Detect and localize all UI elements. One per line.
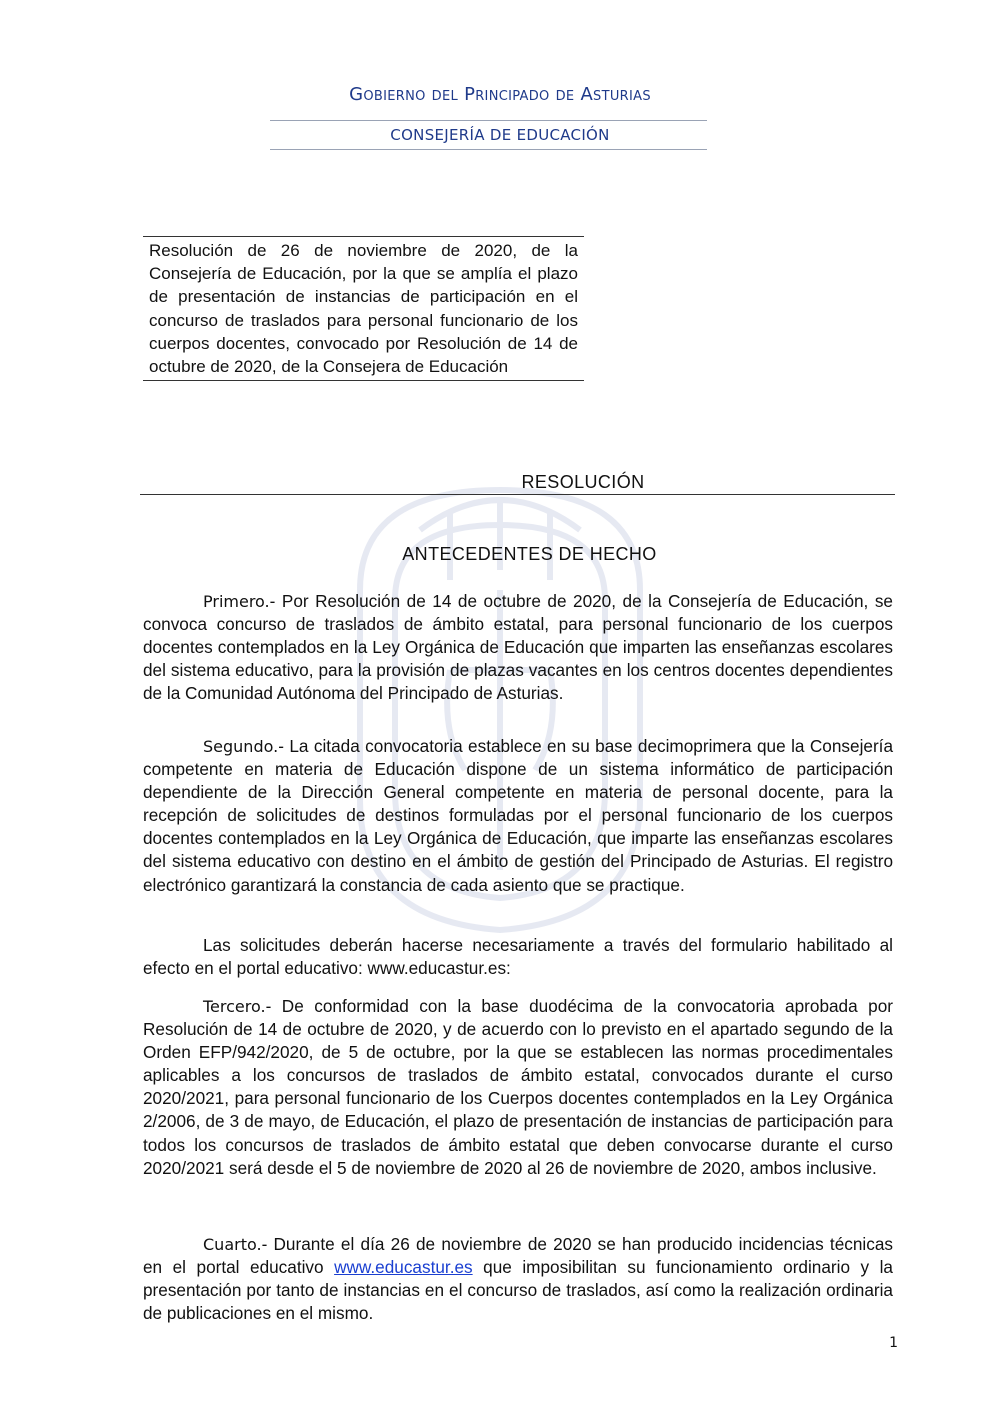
government-title: Gobierno del Principado de Asturias bbox=[349, 84, 651, 105]
paragraph-text: - La citada convocatoria establece en su base decimoprimera que la Consejería competente en materia de Educación dispone de un sistema informático de participación dependiente de la Dirección General competente en materia de personal docente, para la recepción de solicitudes de destinos formuladas por el personal funcionario de los cuerpos docentes contemplados en la Ley Orgánica de Educación, que imparte las enseñanzas escolares del sistema educativo con destino en el ámbito de gestión del Principado de Asturias. El registro electrónico garantizará la constancia de cada asiento que se practique. bbox=[143, 736, 893, 895]
resolution-heading bbox=[140, 472, 895, 495]
paragraph-primero bbox=[143, 590, 893, 705]
resolution-summary: Resolución de 26 de noviembre de 2020, de la Consejería de Educación, por la que se amplía el plazo de presentación de instancias de participación en el concurso de traslados para personal funcionario de los cuerpos docentes, convocado por Resolución de 14 de octubre de 2020, de la Consejera de Educación bbox=[143, 236, 584, 381]
paragraph-tercero bbox=[143, 995, 893, 1180]
paragraph-text: Las solicitudes deberán hacerse necesariamente a través del formulario habilitado al efecto en el portal educativo: www.educastur.es: bbox=[143, 935, 893, 979]
paragraph-lead: Cuarto. bbox=[203, 1235, 262, 1254]
section-heading bbox=[140, 544, 895, 565]
paragraph-cuarto bbox=[143, 1233, 893, 1325]
department-title: CONSEJERÍA DE EDUCACIÓN bbox=[390, 126, 610, 144]
paragraph-lead: Primero. bbox=[203, 592, 270, 611]
header-divider-bottom bbox=[270, 149, 707, 150]
page-number: 1 bbox=[889, 1335, 898, 1351]
paragraph-solicitudes bbox=[143, 934, 893, 980]
paragraph-text: - Durante el día 26 de noviembre de 2020 se han producido incidencias técnicas en el portal educativo bbox=[143, 1234, 893, 1278]
paragraph-segundo bbox=[143, 735, 893, 897]
educastur-link[interactable]: www.educastur.es bbox=[334, 1257, 473, 1278]
paragraph-text: que imposibilitan su funcionamiento ordinario y la presentación por tanto de instancias en el concurso de traslados, así como la realización ordinaria de publicaciones en el mismo. bbox=[143, 1257, 893, 1324]
resolution-heading-text: RESOLUCIÓN bbox=[521, 472, 645, 492]
paragraph-text: - Por Resolución de 14 de octubre de 2020, de la Consejería de Educación, se convoca concurso de traslados de ámbito estatal, para personal funcionario de los cuerpos docentes contemplados en la Ley Orgánica de Educación que imparten las enseñanzas escolares del sistema educativo, para la provisión de plazas vacantes en los centros docentes dependientes de la Comunidad Autónoma del Principado de Asturias. bbox=[143, 591, 893, 704]
paragraph-lead: Tercero. bbox=[203, 997, 266, 1016]
paragraph-text: - De conformidad con la base duodécima de la convocatoria aprobada por Resolución de 14 de octubre de 2020, y de acuerdo con lo previsto en el apartado segundo de la Orden EFP/942/2020, de 5 de octubre, por la que se establecen las normas procedimentales aplicables a los concursos de traslados de ámbito estatal, convocados durante el curso 2020/2021, para personal funcionario de los Cuerpos docentes contemplados en la Ley Orgánica 2/2006, de 3 de mayo, de Educación, el plazo de presentación de instancias de participación para todos los concursos de traslados de ámbito estatal que deben convocarse durante el curso 2020/2021 será desde el 5 de noviembre de 2020 al 26 de noviembre de 2020, ambos inclusive. bbox=[143, 996, 893, 1178]
section-heading-text: ANTECEDENTES DE HECHO bbox=[402, 544, 657, 564]
paragraph-lead: Segundo. bbox=[203, 737, 279, 756]
header-divider bbox=[270, 120, 707, 121]
